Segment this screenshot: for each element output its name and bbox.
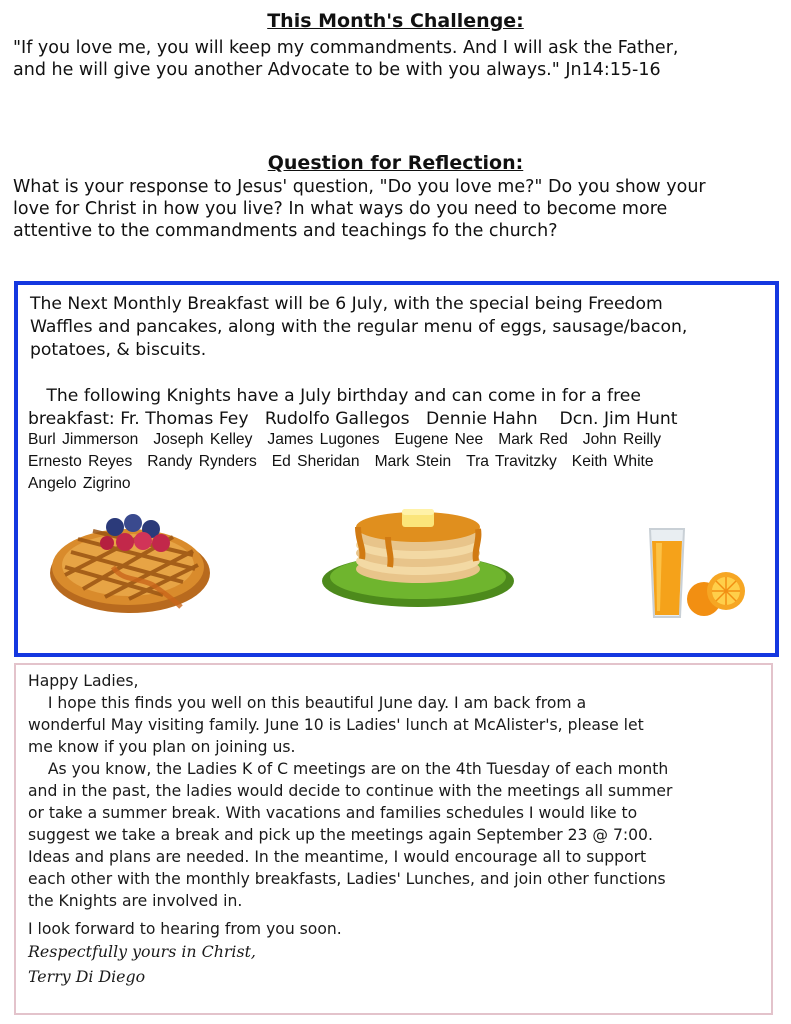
birthday-name: Mark Red <box>498 431 568 448</box>
ladies-p2-line-4: suggest we take a break and pick up the meetings again September 23 @ 7:00. <box>28 826 653 844</box>
breakfast-line-2: Waffles and pancakes, along with the regular menu of eggs, sausage/bacon, <box>30 317 688 337</box>
ladies-p2-line-1: As you know, the Ladies K of C meetings are on the 4th Tuesday of each month <box>28 760 669 778</box>
challenge-quote-line-2: and he will give you another Advocate to be with you always." Jn14:15-16 <box>13 60 661 80</box>
birthday-name: Keith White <box>571 453 654 470</box>
ladies-greeting: Happy Ladies, <box>28 672 139 690</box>
ladies-p2-line-6: each other with the monthly breakfasts, Ladies' Lunches, and join other functions <box>28 870 666 888</box>
birthday-name: Randy Rynders <box>147 453 257 470</box>
birthday-name: Mark Stein <box>374 453 452 470</box>
ladies-p2-line-2: and in the past, the ladies would decide to continue with the meetings all summer <box>28 782 673 800</box>
pancakes-image <box>318 497 518 612</box>
birthday-name: Ernesto Reyes <box>28 453 133 470</box>
birthday-name: Tra Travitzky <box>466 453 557 470</box>
birthday-name: John Reilly <box>582 431 662 448</box>
ladies-p1-line-3: me know if you plan on joining us. <box>28 738 296 756</box>
waffle-image <box>43 507 218 619</box>
breakfast-line-1: The Next Monthly Breakfast will be 6 July, with the special being Freedom <box>30 294 663 314</box>
ladies-p2-line-3: or take a summer break. With vacations and families schedules I would like to <box>28 804 638 822</box>
challenge-quote-line-1: "If you love me, you will keep my commandments. And I will ask the Father, <box>13 38 679 58</box>
reflection-heading: Question for Reflection: <box>267 152 524 174</box>
breakfast-line-3: potatoes, & biscuits. <box>30 340 207 360</box>
reflection-line-1: What is your response to Jesus' question, "Do you love me?" Do you show your <box>13 177 706 197</box>
ladies-closing: I look forward to hearing from you soon. <box>28 920 342 938</box>
breakfast-announcement-box <box>14 281 779 657</box>
ladies-signoff: Respectfully yours in Christ, <box>28 942 256 961</box>
ladies-p1-line-2: wonderful May visiting family. June 10 is Ladies' lunch at McAlister's, please let <box>28 716 644 734</box>
birthday-names-list <box>28 429 773 495</box>
orange-juice-image <box>642 525 752 625</box>
birthday-name: Ed Sheridan <box>271 453 360 470</box>
birthday-name: Eugene Nee <box>394 431 484 448</box>
ladies-signature: Terry Di Diego <box>28 967 146 986</box>
challenge-heading: This Month's Challenge: <box>267 10 524 32</box>
birthday-line-1: The following Knights have a July birthday and can come in for a free <box>30 386 641 406</box>
birthday-name: Joseph Kelley <box>153 431 253 448</box>
ladies-letter-box <box>14 663 773 1015</box>
ladies-p1-line-1: I hope this finds you well on this beautiful June day. I am back from a <box>28 694 587 712</box>
birthday-line-2: breakfast: Fr. Thomas Fey Rudolfo Gallegos Dennie Hahn Dcn. Jim Hunt <box>28 409 678 429</box>
reflection-line-2: love for Christ in how you live? In what ways do you need to become more <box>13 199 668 219</box>
birthday-name: Burl Jimmerson <box>28 431 139 448</box>
ladies-p2-line-7: the Knights are involved in. <box>28 892 243 910</box>
birthday-name: James Lugones <box>267 431 380 448</box>
birthday-name: Angelo Zigrino <box>28 475 131 492</box>
reflection-line-3: attentive to the commandments and teachings fo the church? <box>13 221 558 241</box>
ladies-p2-line-5: Ideas and plans are needed. In the meantime, I would encourage all to support <box>28 848 647 866</box>
